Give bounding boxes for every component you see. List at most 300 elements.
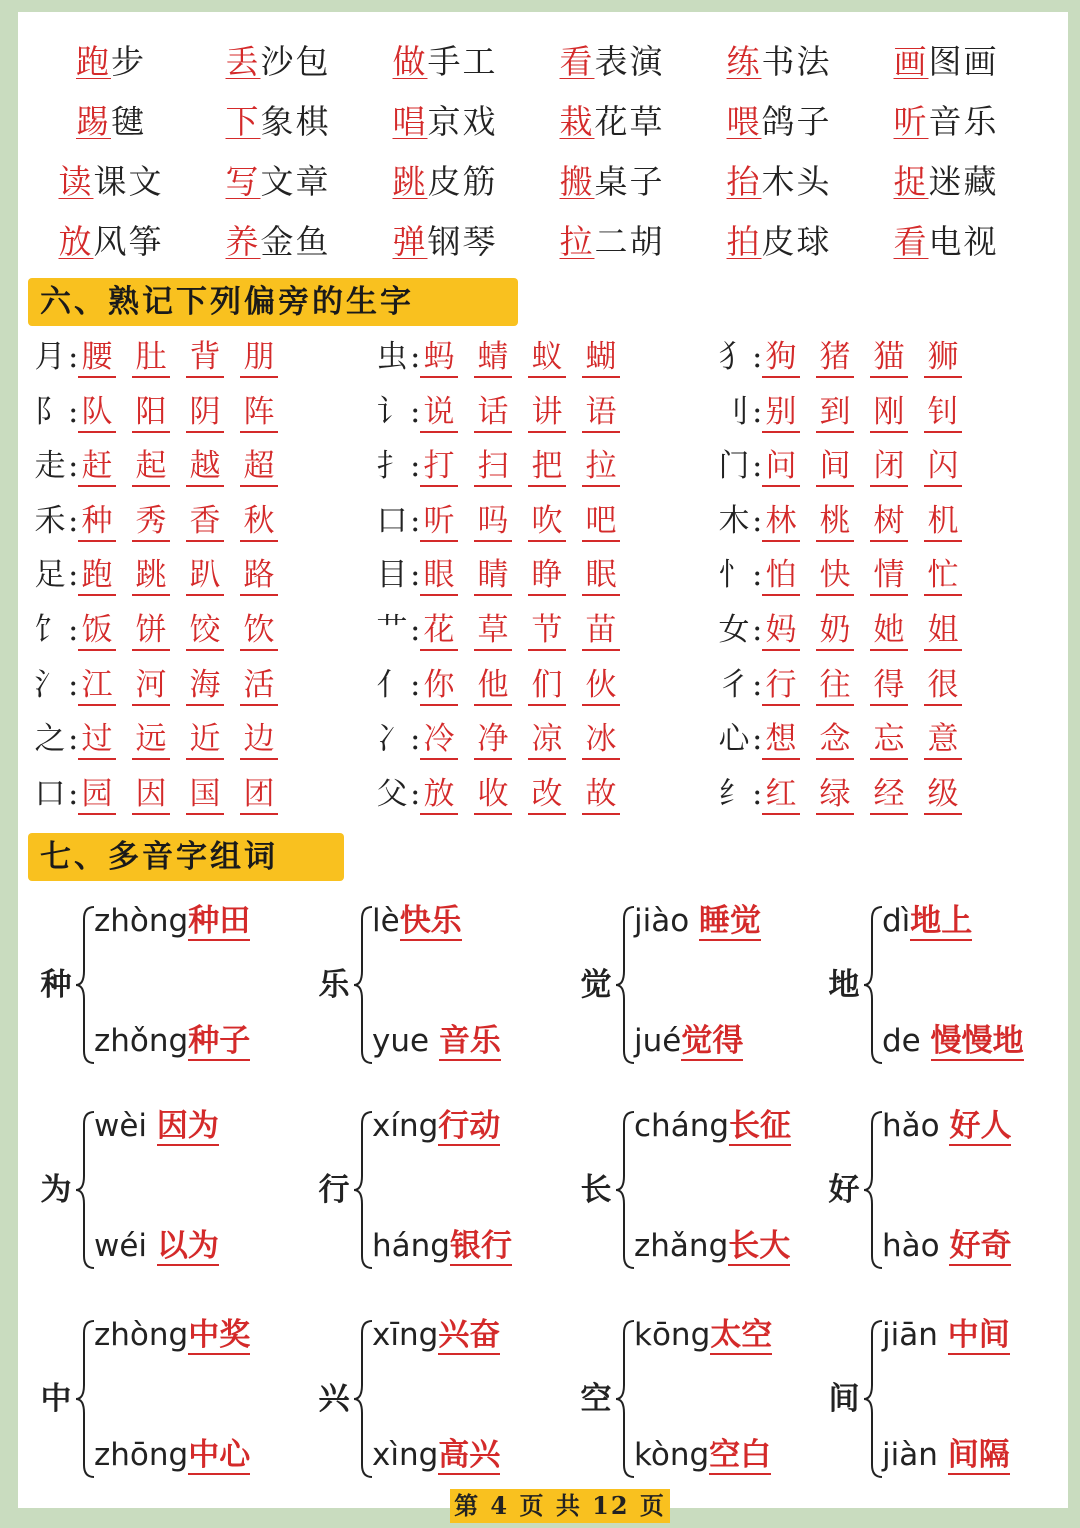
radical-group bbox=[32, 608, 294, 652]
polyphone-character: 间 bbox=[828, 1381, 860, 1417]
activity-phrase bbox=[370, 160, 520, 204]
radical-group bbox=[716, 553, 978, 597]
pinyin: zhòng bbox=[94, 903, 189, 939]
radical-character: 起 bbox=[132, 447, 170, 487]
compound-word: 种田 bbox=[188, 903, 251, 939]
compound-word: 空白 bbox=[709, 1437, 772, 1473]
radical: 足 bbox=[34, 557, 66, 593]
radical-group bbox=[374, 772, 636, 816]
radical-character: 她 bbox=[870, 611, 908, 651]
radical-character: 快 bbox=[816, 556, 854, 596]
radical-character: 姐 bbox=[924, 611, 962, 651]
radical-group bbox=[374, 717, 636, 761]
radical: 刂 bbox=[718, 394, 750, 430]
activity-verb: 看 bbox=[559, 42, 595, 81]
radical-character: 绿 bbox=[816, 775, 854, 815]
reading-top bbox=[94, 1104, 219, 1148]
radical-character: 吧 bbox=[582, 502, 620, 542]
compound-word: 好人 bbox=[949, 1108, 1012, 1144]
radical-character: 花 bbox=[420, 611, 458, 651]
activity-object: 京戏 bbox=[427, 102, 498, 141]
reading-top bbox=[882, 1313, 1010, 1357]
activity-phrase bbox=[36, 220, 186, 264]
radical-colon: : bbox=[410, 394, 421, 430]
activity-verb: 看 bbox=[893, 222, 929, 261]
radical-character: 草 bbox=[474, 611, 512, 651]
radical-character: 江 bbox=[78, 666, 116, 706]
activity-object: 金鱼 bbox=[260, 222, 331, 261]
curly-brace-icon bbox=[74, 1110, 96, 1270]
radical-character: 拉 bbox=[582, 447, 620, 487]
radical-character: 香 bbox=[186, 502, 224, 542]
activity-verb: 弹 bbox=[392, 222, 428, 261]
radical-character: 蚁 bbox=[528, 338, 566, 378]
polyphone-entry bbox=[576, 1319, 826, 1489]
radical-character: 吗 bbox=[474, 502, 512, 542]
radical-character: 团 bbox=[240, 775, 278, 815]
curly-brace-icon bbox=[862, 905, 884, 1065]
radical-colon: : bbox=[68, 503, 79, 539]
radical-character: 往 bbox=[816, 666, 854, 706]
pinyin: zhòng bbox=[94, 1317, 189, 1353]
pinyin: jiào bbox=[634, 903, 700, 939]
radical-character: 冰 bbox=[582, 720, 620, 760]
radical-character: 海 bbox=[186, 666, 224, 706]
radical-character: 语 bbox=[582, 393, 620, 433]
reading-bottom bbox=[882, 1433, 1010, 1477]
radical-colon: : bbox=[752, 612, 763, 648]
radical-character: 饭 bbox=[78, 611, 116, 651]
activity-object: 木头 bbox=[761, 162, 832, 201]
activity-phrase bbox=[370, 40, 520, 84]
radical-group bbox=[716, 499, 978, 543]
radical-character: 放 bbox=[420, 775, 458, 815]
polyphone-entry bbox=[824, 1110, 1074, 1280]
radical-colon: : bbox=[68, 557, 79, 593]
radical-character: 秀 bbox=[132, 502, 170, 542]
pinyin: wèi bbox=[94, 1108, 157, 1144]
radical-group bbox=[32, 772, 294, 816]
radical: 木 bbox=[718, 503, 750, 539]
radical-character: 得 bbox=[870, 666, 908, 706]
reading-top bbox=[882, 899, 972, 943]
activity-phrase bbox=[203, 220, 353, 264]
radical-character: 狮 bbox=[924, 338, 962, 378]
radical-character: 种 bbox=[78, 502, 116, 542]
radical-colon: : bbox=[410, 503, 421, 539]
radical-colon: : bbox=[752, 339, 763, 375]
radical-character: 很 bbox=[924, 666, 962, 706]
activity-verb: 捉 bbox=[893, 162, 929, 201]
radical-character: 间 bbox=[816, 447, 854, 487]
compound-word: 长征 bbox=[729, 1108, 792, 1144]
compound-word: 中心 bbox=[188, 1437, 251, 1473]
polyphone-entry bbox=[576, 905, 826, 1075]
reading-bottom bbox=[94, 1433, 250, 1477]
polyphone-entry bbox=[576, 1110, 826, 1280]
radical-character: 眼 bbox=[420, 556, 458, 596]
radical-character: 河 bbox=[132, 666, 170, 706]
compound-word: 觉得 bbox=[681, 1023, 744, 1059]
pinyin: de bbox=[882, 1023, 931, 1059]
radical: 氵 bbox=[34, 667, 66, 703]
radical-character: 闭 bbox=[870, 447, 908, 487]
activity-object: 毽 bbox=[111, 102, 146, 141]
radical-character: 说 bbox=[420, 393, 458, 433]
activity-phrase bbox=[203, 40, 353, 84]
polyphone-entry bbox=[314, 905, 564, 1075]
polyphone-character: 乐 bbox=[318, 967, 350, 1003]
radical-character: 到 bbox=[816, 393, 854, 433]
radical-character: 刚 bbox=[870, 393, 908, 433]
polyphone-character: 中 bbox=[40, 1381, 72, 1417]
curly-brace-icon bbox=[862, 1319, 884, 1479]
radical-character: 想 bbox=[762, 720, 800, 760]
compound-word: 间隔 bbox=[947, 1437, 1010, 1473]
activity-object: 钢琴 bbox=[427, 222, 498, 261]
pinyin: xīng bbox=[372, 1317, 439, 1353]
radical-character: 朋 bbox=[240, 338, 278, 378]
radical-character: 国 bbox=[186, 775, 224, 815]
radical-character: 睁 bbox=[528, 556, 566, 596]
compound-word: 以为 bbox=[156, 1228, 219, 1264]
radical-group bbox=[716, 663, 978, 707]
radical-colon: : bbox=[68, 394, 79, 430]
reading-top bbox=[94, 1313, 250, 1357]
radical-character: 意 bbox=[924, 720, 962, 760]
activity-verb: 抬 bbox=[726, 162, 762, 201]
compound-word: 睡觉 bbox=[699, 903, 762, 939]
reading-bottom bbox=[634, 1433, 771, 1477]
activity-phrase bbox=[203, 160, 353, 204]
radical-character: 饼 bbox=[132, 611, 170, 651]
compound-word: 慢慢地 bbox=[930, 1023, 1024, 1059]
activity-phrase bbox=[704, 160, 854, 204]
section-six-header: 六、熟记下列偏旁的生字 bbox=[28, 278, 518, 326]
reading-top bbox=[372, 1104, 500, 1148]
pinyin: hào bbox=[882, 1228, 950, 1264]
radical-colon: : bbox=[752, 776, 763, 812]
compound-word: 种子 bbox=[188, 1023, 251, 1059]
pinyin: wéi bbox=[94, 1228, 157, 1264]
radical-group bbox=[374, 335, 636, 379]
polyphone-character: 种 bbox=[40, 967, 72, 1003]
radical-character: 念 bbox=[816, 720, 854, 760]
compound-word: 长大 bbox=[728, 1228, 791, 1264]
activity-phrase bbox=[537, 100, 687, 144]
radical: 月 bbox=[34, 339, 66, 375]
radical-character: 跑 bbox=[78, 556, 116, 596]
radical-group bbox=[716, 608, 978, 652]
curly-brace-icon bbox=[614, 1319, 636, 1479]
radical-character: 把 bbox=[528, 447, 566, 487]
curly-brace-icon bbox=[74, 1319, 96, 1479]
radical-character: 闪 bbox=[924, 447, 962, 487]
activity-verb: 跑 bbox=[76, 42, 111, 81]
activity-object: 手工 bbox=[427, 42, 498, 81]
radical-character: 们 bbox=[528, 666, 566, 706]
radical-group bbox=[716, 717, 978, 761]
radical-character: 越 bbox=[186, 447, 224, 487]
reading-bottom bbox=[882, 1224, 1011, 1268]
radical-colon: : bbox=[752, 667, 763, 703]
radical-character: 眠 bbox=[582, 556, 620, 596]
activity-object: 课文 bbox=[93, 162, 164, 201]
radical-group bbox=[32, 553, 294, 597]
pinyin: kōng bbox=[634, 1317, 711, 1353]
compound-word: 银行 bbox=[449, 1228, 512, 1264]
radical-character: 节 bbox=[528, 611, 566, 651]
activity-verb: 放 bbox=[58, 222, 94, 261]
radical-character: 过 bbox=[78, 720, 116, 760]
activity-verb: 丢 bbox=[225, 42, 261, 81]
radical-character: 林 bbox=[762, 502, 800, 542]
activity-object: 步 bbox=[111, 42, 146, 81]
radical-colon: : bbox=[752, 448, 763, 484]
reading-bottom bbox=[882, 1019, 1024, 1063]
radical-character: 路 bbox=[240, 556, 278, 596]
radical-colon: : bbox=[410, 557, 421, 593]
polyphone-character: 觉 bbox=[580, 967, 612, 1003]
activity-row bbox=[18, 160, 1068, 204]
radical-character: 因 bbox=[132, 775, 170, 815]
activity-object: 音乐 bbox=[928, 102, 999, 141]
radical: 犭 bbox=[718, 339, 750, 375]
radical-character: 收 bbox=[474, 775, 512, 815]
radical: 艹 bbox=[376, 612, 408, 648]
radical-character: 睛 bbox=[474, 556, 512, 596]
activity-verb: 写 bbox=[225, 162, 261, 201]
radical-group bbox=[374, 553, 636, 597]
radical-character: 讲 bbox=[528, 393, 566, 433]
activity-verb: 读 bbox=[58, 162, 94, 201]
radical-colon: : bbox=[410, 721, 421, 757]
radical-character: 故 bbox=[582, 775, 620, 815]
radical: 父 bbox=[376, 776, 408, 812]
radical-colon: : bbox=[752, 503, 763, 539]
radical-character: 猫 bbox=[870, 338, 908, 378]
polyphone-character: 长 bbox=[580, 1172, 612, 1208]
polyphone-entry bbox=[824, 905, 1074, 1075]
radical-character: 级 bbox=[924, 775, 962, 815]
radical-character: 话 bbox=[474, 393, 512, 433]
radical: 目 bbox=[376, 557, 408, 593]
polyphone-character: 地 bbox=[828, 967, 860, 1003]
activity-phrase bbox=[704, 220, 854, 264]
radical-character: 净 bbox=[474, 720, 512, 760]
radical: 虫 bbox=[376, 339, 408, 375]
reading-top bbox=[634, 1104, 791, 1148]
radical-character: 钊 bbox=[924, 393, 962, 433]
compound-word: 兴奋 bbox=[438, 1317, 501, 1353]
radical-character: 近 bbox=[186, 720, 224, 760]
pinyin: zhǒng bbox=[94, 1023, 189, 1059]
pinyin: jiān bbox=[882, 1317, 948, 1353]
radical-colon: : bbox=[752, 557, 763, 593]
radical-colon: : bbox=[68, 721, 79, 757]
compound-word: 因为 bbox=[156, 1108, 219, 1144]
radical-character: 背 bbox=[186, 338, 224, 378]
radical: 之 bbox=[34, 721, 66, 757]
compound-word: 行动 bbox=[438, 1108, 501, 1144]
activity-verb: 跳 bbox=[392, 162, 428, 201]
radical-colon: : bbox=[68, 448, 79, 484]
radical-character: 超 bbox=[240, 447, 278, 487]
reading-top bbox=[372, 899, 462, 943]
activity-object: 桌子 bbox=[594, 162, 665, 201]
radical: 忄 bbox=[718, 557, 750, 593]
radical-group bbox=[374, 499, 636, 543]
radical-character: 扫 bbox=[474, 447, 512, 487]
radical-character: 蜻 bbox=[474, 338, 512, 378]
activity-object: 花草 bbox=[594, 102, 665, 141]
radical-character: 阵 bbox=[240, 393, 278, 433]
activity-object: 象棋 bbox=[260, 102, 331, 141]
activity-verb: 拍 bbox=[726, 222, 762, 261]
activity-phrase bbox=[370, 220, 520, 264]
radical: 口 bbox=[34, 776, 66, 812]
radical-group bbox=[32, 663, 294, 707]
pinyin: xíng bbox=[372, 1108, 439, 1144]
activity-object: 风筝 bbox=[93, 222, 164, 261]
radical-character: 情 bbox=[870, 556, 908, 596]
polyphone-character: 行 bbox=[318, 1172, 350, 1208]
pinyin: dì bbox=[882, 903, 911, 939]
reading-bottom bbox=[634, 1019, 743, 1063]
compound-word: 快乐 bbox=[399, 903, 462, 939]
radical-colon: : bbox=[410, 339, 421, 375]
radical-group bbox=[716, 335, 978, 379]
compound-word: 高兴 bbox=[438, 1437, 501, 1473]
activity-phrase bbox=[704, 40, 854, 84]
pinyin: yue bbox=[372, 1023, 439, 1059]
radical-colon: : bbox=[410, 612, 421, 648]
radical-character: 凉 bbox=[528, 720, 566, 760]
page-number: 第 4 页 共 12 页 bbox=[450, 1489, 670, 1523]
radical-character: 怕 bbox=[762, 556, 800, 596]
activity-object: 皮筋 bbox=[427, 162, 498, 201]
polyphone-character: 为 bbox=[40, 1172, 72, 1208]
activity-object: 皮球 bbox=[761, 222, 832, 261]
radical-character: 肚 bbox=[132, 338, 170, 378]
compound-word: 地上 bbox=[910, 903, 973, 939]
reading-bottom bbox=[634, 1224, 790, 1268]
curly-brace-icon bbox=[74, 905, 96, 1065]
radical-character: 桃 bbox=[816, 502, 854, 542]
radical-character: 伙 bbox=[582, 666, 620, 706]
activity-phrase bbox=[537, 40, 687, 84]
radical-group bbox=[32, 499, 294, 543]
activity-verb: 拉 bbox=[559, 222, 595, 261]
radical: 饣 bbox=[34, 612, 66, 648]
activity-verb: 做 bbox=[392, 42, 428, 81]
polyphone-entry bbox=[314, 1110, 564, 1280]
radical-character: 忙 bbox=[924, 556, 962, 596]
polyphone-character: 兴 bbox=[318, 1381, 350, 1417]
activity-object: 书法 bbox=[761, 42, 832, 81]
activity-phrase bbox=[704, 100, 854, 144]
activity-verb: 搬 bbox=[559, 162, 595, 201]
radical-character: 问 bbox=[762, 447, 800, 487]
radical-colon: : bbox=[410, 776, 421, 812]
radical: 扌 bbox=[376, 448, 408, 484]
activity-phrase bbox=[871, 220, 1021, 264]
radical-character: 机 bbox=[924, 502, 962, 542]
activity-phrase bbox=[36, 100, 186, 144]
reading-top bbox=[94, 899, 250, 943]
radical-character: 狗 bbox=[762, 338, 800, 378]
radical-colon: : bbox=[68, 339, 79, 375]
pinyin: zhǎng bbox=[634, 1228, 729, 1264]
activity-object: 迷藏 bbox=[928, 162, 999, 201]
pinyin: xìng bbox=[372, 1437, 439, 1473]
polyphone-entry bbox=[36, 1110, 286, 1280]
radical-group bbox=[32, 717, 294, 761]
reading-bottom bbox=[94, 1019, 250, 1063]
radical-character: 园 bbox=[78, 775, 116, 815]
radical-group bbox=[32, 390, 294, 434]
activity-row bbox=[18, 220, 1068, 264]
activity-phrase bbox=[537, 220, 687, 264]
radical-character: 别 bbox=[762, 393, 800, 433]
radical-character: 经 bbox=[870, 775, 908, 815]
reading-top bbox=[882, 1104, 1011, 1148]
radical-character: 腰 bbox=[78, 338, 116, 378]
polyphone-entry bbox=[36, 1319, 286, 1489]
activity-verb: 踢 bbox=[76, 102, 111, 141]
activity-phrase bbox=[203, 100, 353, 144]
radical: 禾 bbox=[34, 503, 66, 539]
activity-phrase bbox=[871, 40, 1021, 84]
activity-verb: 画 bbox=[893, 42, 929, 81]
pinyin: háng bbox=[372, 1228, 450, 1264]
reading-bottom bbox=[372, 1019, 501, 1063]
radical-character: 苗 bbox=[582, 611, 620, 651]
activity-object: 鸽子 bbox=[761, 102, 832, 141]
activity-verb: 喂 bbox=[726, 102, 762, 141]
radical-character: 饺 bbox=[186, 611, 224, 651]
pinyin: hǎo bbox=[882, 1108, 950, 1144]
activity-object: 文章 bbox=[260, 162, 331, 201]
radical-character: 趴 bbox=[186, 556, 224, 596]
activity-object: 电视 bbox=[928, 222, 999, 261]
radical-character: 活 bbox=[240, 666, 278, 706]
activity-object: 二胡 bbox=[594, 222, 665, 261]
activity-verb: 听 bbox=[893, 102, 929, 141]
radical: 口 bbox=[376, 503, 408, 539]
reading-top bbox=[634, 899, 761, 943]
pinyin: lè bbox=[372, 903, 400, 939]
curly-brace-icon bbox=[862, 1110, 884, 1270]
radical: 冫 bbox=[376, 721, 408, 757]
radical-character: 阳 bbox=[132, 393, 170, 433]
radical-character: 饮 bbox=[240, 611, 278, 651]
radical-group bbox=[374, 608, 636, 652]
radical: 女 bbox=[718, 612, 750, 648]
radical-colon: : bbox=[752, 721, 763, 757]
pinyin: jué bbox=[634, 1023, 682, 1059]
polyphone-character: 好 bbox=[828, 1172, 860, 1208]
curly-brace-icon bbox=[352, 1319, 374, 1479]
curly-brace-icon bbox=[352, 905, 374, 1065]
activity-object: 图画 bbox=[928, 42, 999, 81]
radical-character: 听 bbox=[420, 502, 458, 542]
radical-group bbox=[374, 444, 636, 488]
radical-character: 边 bbox=[240, 720, 278, 760]
compound-word: 好奇 bbox=[949, 1228, 1012, 1264]
reading-bottom bbox=[372, 1224, 512, 1268]
radical-character: 吹 bbox=[528, 502, 566, 542]
